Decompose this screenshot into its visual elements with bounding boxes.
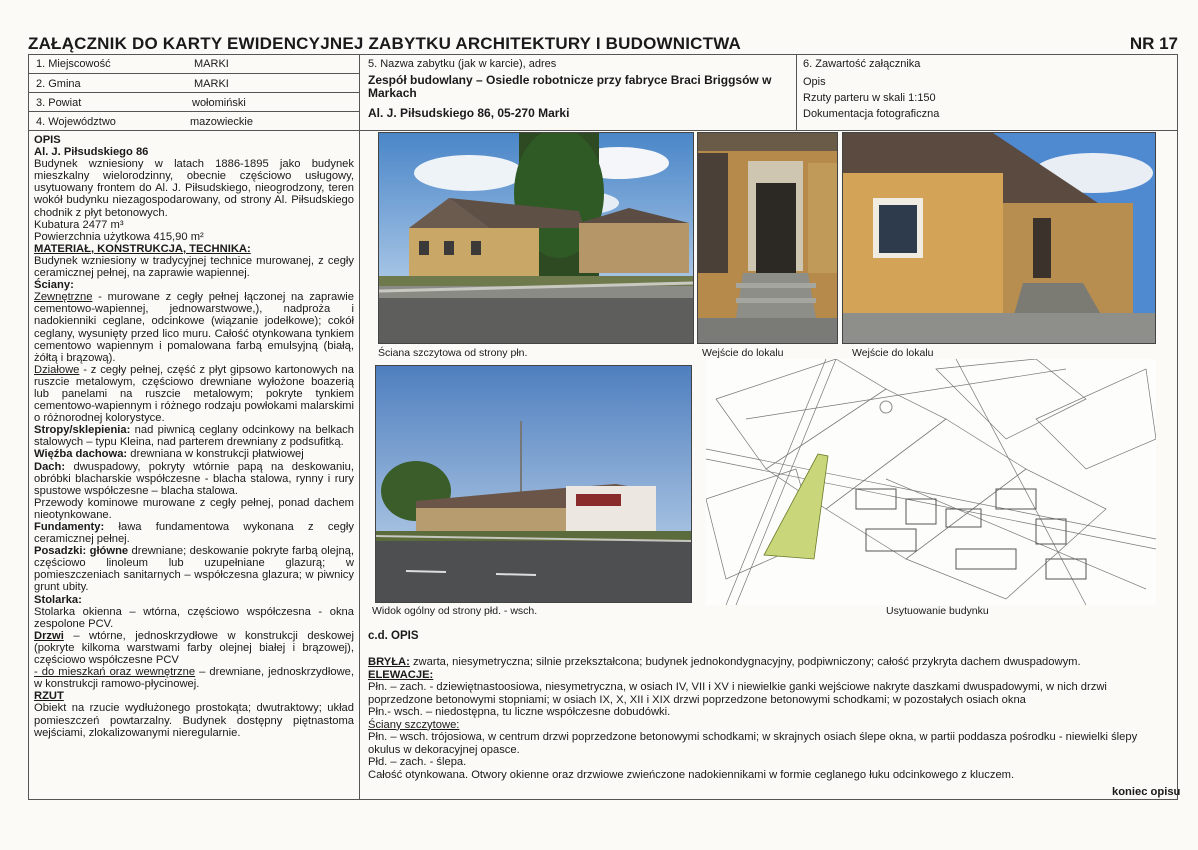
end-marker: koniec opisu [1112,786,1181,798]
subheading: ELEWACJE: [368,668,434,681]
description-paragraph [368,656,1170,669]
section-heading: MATERIAŁ, KONSTRUKCJA, TECHNIKA: [34,242,251,255]
section-heading: Stolarka: [34,593,82,606]
field-5-name: Zespół budowlany – Osiedle robotnicze przy fabryce Braci Briggsów w Markach [368,73,772,100]
document-title: ZAŁĄCZNIK DO KARTY EWIDENCYJNEJ ZABYTKU ARCHITEKTURY I BUDOWNICTWA [28,34,742,53]
subheading: BRYŁA: [368,656,410,668]
description-paragraph [34,424,354,448]
text-run: drewniana w konstrukcji płatwiowej [127,448,304,461]
description-paragraph: Przewody kominowe murowane z cegły pełnej, ponad dachem nieotynkowane. [34,496,354,521]
field-4-value: mazowieckie [190,116,253,128]
section-heading: Ściany: [34,279,74,292]
text-run: – drewniane, jednoskrzydłowe, w konstrukcji ramowo-płycinowej. [34,666,354,691]
divider [28,73,359,74]
text-run: dwuspadowy, pokryty wtórnie papą na deskowaniu, obróbki blacharskie współczesne - blacha stalowa, rynny i rury spustowe współczesne – blacha stalowa. [34,460,354,497]
subheading: główne [86,545,129,558]
description-column [34,134,354,739]
field-4-label: 4. Województwo [36,116,116,128]
subheading: - do mieszkań oraz wewnętrzne [34,666,196,679]
field-1-label: 1. Miejscowość [36,58,111,70]
divider [28,130,1178,131]
area-text: Powierzchnia użytkowa 415,90 m² [34,230,204,243]
subheading: Działowe [34,363,80,376]
description-paragraph: Płn. – wsch. trójosiowa, w centrum drzwi poprzedzone betonowymi schodkami; w skrajnych osiach ślepe okna, w partii poddasza pośrodku - niewielki ślepy okulus w dekoracyjnej opasce. [368,731,1138,756]
caption-photo-1: Ściana szczytowa od strony płn. [378,347,528,359]
caption-photo-4: Widok ogólny od strony płd. - wsch. [372,605,538,617]
divider [28,111,359,112]
description-paragraph: Płn.- wsch. – niedostępna, tu liczne współczesne dobudówki. [368,706,671,718]
description-paragraph: Płd. – zach. - ślepa. [368,756,467,768]
field-3-label: 3. Powiat [36,97,82,109]
subheading: Fundamenty: [34,521,105,533]
address-heading: Al. J. Piłsudskiego 86 [34,146,149,159]
photo-general-view [375,365,692,603]
caption-photo-2: Wejście do lokalu [702,347,784,359]
description-paragraph [34,364,354,424]
document-number: NR 17 [1129,34,1178,53]
description-paragraph: Płn. – zach. - dziewiętnastoosiowa, niesymetryczna, w osiach IV, VII i XV i niewielkie ganki wejściowe nakryte daszkami dwuspadowymi, w nich drzwi poprzedzone betonowymi stopniami; w osiach IX, X, XII i XIX drzwi poprzedzone betonowymi schodkami; w pozostałych osiach okna [368,681,1107,706]
field-2-label: 2. Gmina [36,78,81,90]
section-heading: RZUT [34,690,64,703]
divider [796,54,797,130]
divider [359,54,360,800]
subheading: Zewnętrzne [34,291,93,304]
subheading: Dach: [34,460,66,473]
divider [28,92,359,93]
description-paragraph [34,630,354,666]
description-paragraph: Budynek wzniesiony w tradycyjnej technice murowanej, z cegły ceramicznej pełnej, na zaprawie wapiennej. [34,254,354,280]
subheading: Ściany szczytowe: [368,718,460,731]
description-paragraph [34,666,354,690]
description-paragraph [34,521,354,545]
photo-entrance-1 [697,132,838,344]
description-paragraph: Stolarka okienna – wtórna, częściowo współczesna - okna zespolone PCV. [34,605,354,630]
description-paragraph [34,545,354,593]
description-paragraph: Obiekt na rzucie wydłużonego prostokąta; dwutraktowy; układ pomieszczeń powtarzalny. Budynek dostępny piętnastoma wejściami, zlokalizowanymi nieregularnie. [34,702,354,739]
text-run: drewniane; deskowanie pokryte farbą olejną, częściowo linoleum lub uzupełniane glazurą; w pomieszczeniach sanitarnych – współczesna glazura; w piwnicy grunt ubity. [34,545,354,594]
caption-map: Usytuowanie budynku [886,605,989,617]
description-paragraph [34,448,354,460]
text-run: - z cegły pełnej, część z płyt gipsowo kartonowych na ruszcie metalowym, częściowo drewniane wyłożone boazerią lub panelami na ruszcie metalowym; pokryte tynkiem cementowo-wapiennym i różnego rodzaju powłokami malarskimi o różnorodnej kolorystyce. [34,363,354,425]
field-6-item: Dokumentacja fotograficzna [803,108,940,120]
field-6-label: 6. Zawartość załącznika [803,58,921,70]
field-1-value: MARKI [194,58,229,70]
description-paragraph [34,291,354,364]
description-paragraph: Budynek wzniesiony w latach 1886-1895 jako budynek mieszkalny wielorodzinny, obecnie częściowo usługowy, usytuowany frontem do Al. J. Piłsudskiego, nieogrodzony, teren wokół budynku niezagospodarowany, od strony Al. Piłsudskiego chodnik z płyt betonowych. [34,158,354,219]
field-5-label: 5. Nazwa zabytku (jak w karcie), adres [368,58,557,70]
field-6-item: Opis [803,76,826,88]
field-2-value: MARKI [194,78,229,90]
description-paragraph [34,461,354,497]
site-map [706,359,1156,605]
text-run: ława fundamentowa wykonana z cegły ceramicznej pełnej. [34,521,354,546]
text-run: - murowane z cegły pełnej łączonej na zaprawie cementowo-wapiennej, jednowarstwowe,), nadproża i nadokienniki ceglane, odcinkowe (wiązanie jodełkowe); cokół ceglany, wysunięty przed lico muru. Całość otynkowana tynkiem cementowo wapiennym i pomalowana farbą emulsyjną (białą, żółtą i brązową). [34,291,354,364]
volume-text: Kubatura 2477 m³ [34,218,124,231]
text-run: – wtórne, jednoskrzydłowe w konstrukcji deskowej (pokryte kilkoma warstwami farby olejnej białej i brązowej), częściowo współczesne PCV [34,629,354,667]
field-6-item: Rzuty parteru w skali 1:150 [803,92,936,104]
field-3-value: wołomiński [192,97,246,109]
subheading: Więźba dachowa: [34,448,128,461]
subheading: Posadzki: [34,545,87,558]
text-run: nad piwnicą ceglany odcinkowy na belkach stalowych – typu Kleina, nad parterem drewniany z podsufitką. [34,424,354,449]
subheading: Drzwi [34,629,64,642]
photo-entrance-2 [842,132,1156,344]
text-run: zwarta, niesymetryczna; silnie przekształcona; budynek jednokondygnacyjny, podpiwniczony; całość przykryta dachem dwuspadowym. [409,656,1081,668]
continuation-text [368,656,1170,781]
caption-photo-3: Wejście do lokalu [852,347,934,359]
continuation-heading: c.d. OPIS [368,630,419,642]
photo-gable-wall [378,132,694,344]
section-heading: OPIS [34,134,61,146]
subheading: Stropy/sklepienia: [34,424,131,437]
field-5-address: Al. J. Piłsudskiego 86, 05-270 Marki [368,106,570,120]
description-paragraph: Całość otynkowana. Otwory okienne oraz drzwiowe zwieńczone nadokiennikami w formie ceglanego łuku odcinkowego z kluczem. [368,768,1015,781]
